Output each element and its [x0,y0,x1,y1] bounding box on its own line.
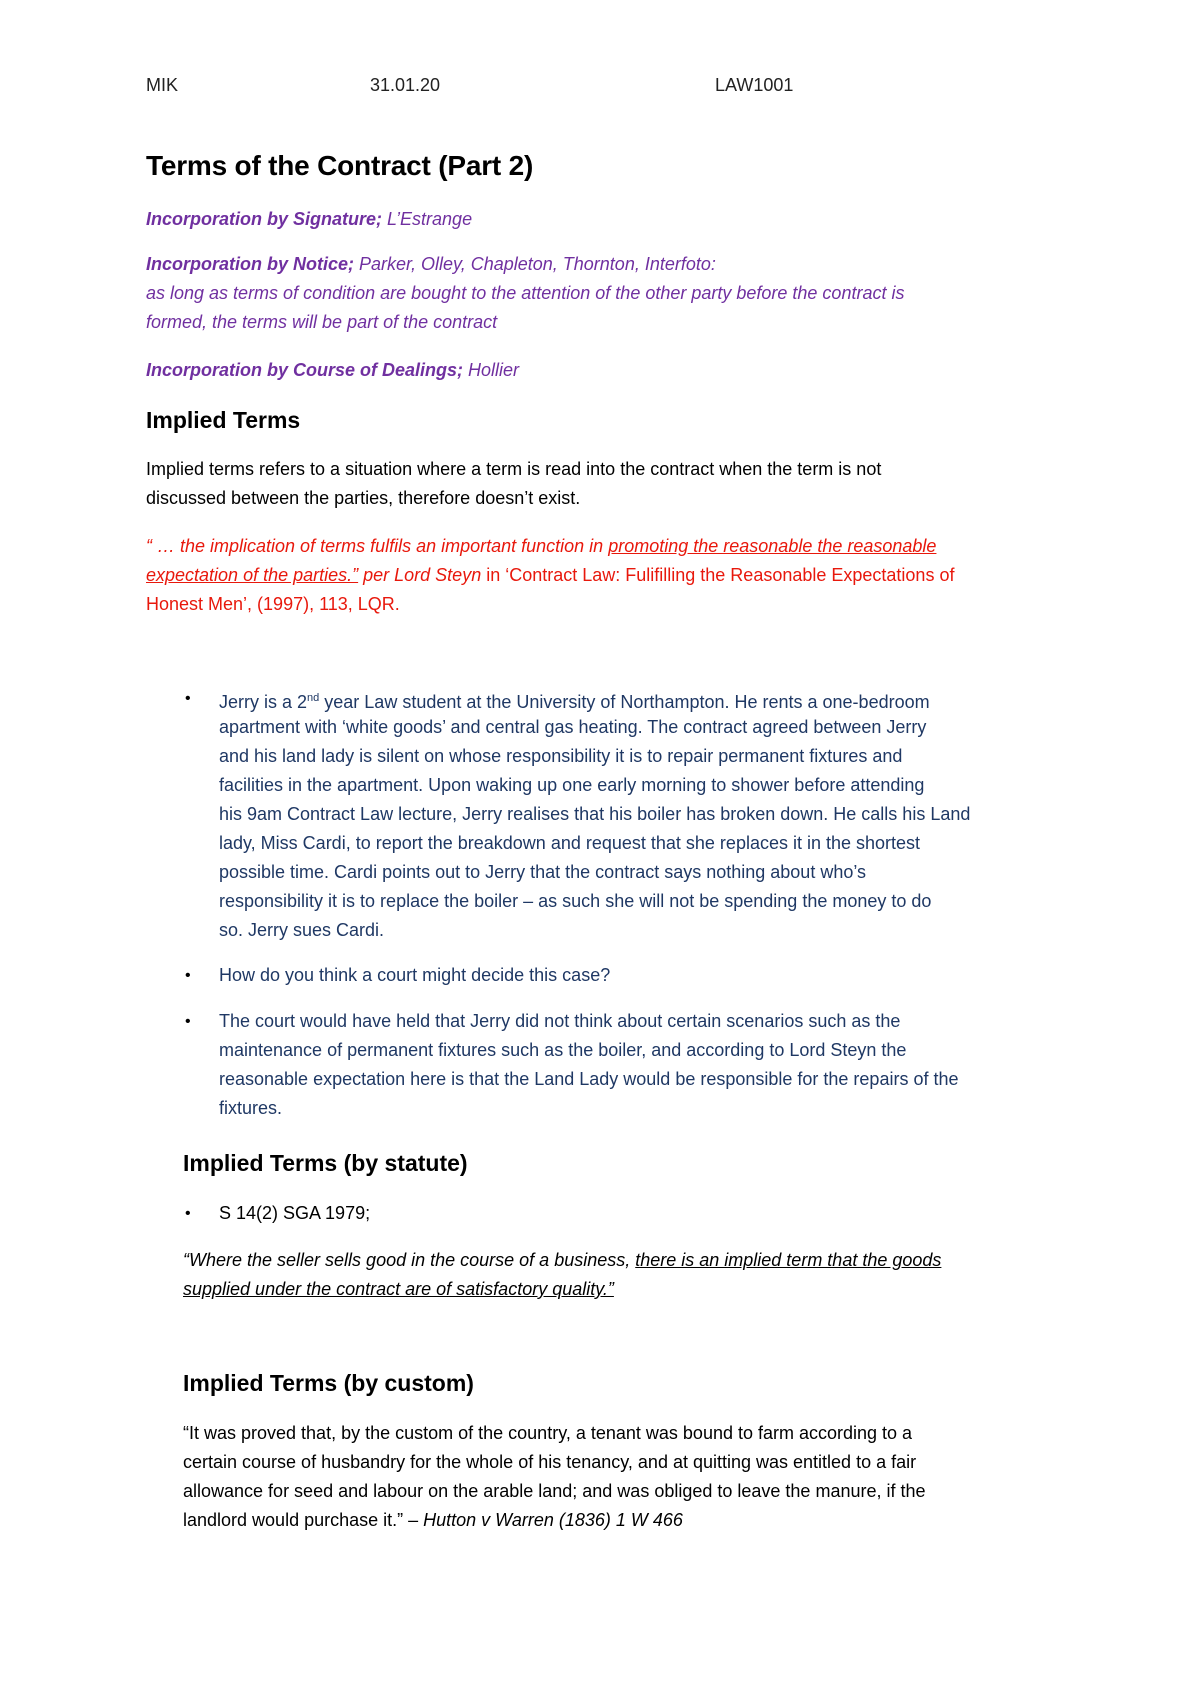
notice-explanation-line-2: formed, the terms will be part of the contract [146,312,498,332]
incorporation-dealings [146,360,519,381]
answer-line-4: fixtures. [219,1098,283,1118]
bullet-marker-2: • [185,967,191,984]
signature-cases: L’Estrange [382,209,473,229]
scenario-line-7: possible time. Cardi points out to Jerry that the contract says nothing about who’s [219,862,867,882]
signature-label: Incorporation by Signature; [146,209,383,229]
answer-line-2: maintenance of permanent fixtures such as the boiler, and according to Lord Steyn the [219,1040,907,1060]
ordinal-suffix: nd [307,692,320,704]
answer-line-3: reasonable expectation here is that the Land Lady would be responsible for the repairs of the [219,1069,959,1089]
custom-quote-line-1: “It was proved that, by the custom of the country, a tenant was bound to farm according to a [183,1423,913,1443]
bullet-marker-4: • [185,1205,191,1222]
statute-quote-line-1 [183,1246,941,1275]
custom-quote-end: landlord would purchase it.” – [183,1510,424,1530]
statute-quote-text: “Where the seller sells good in the course of a business, [183,1250,636,1270]
scenario-line-2: apartment with ‘white goods’ and central gas heating. The contract agreed between Jerry [219,717,927,737]
steyn-quote-line-3: Honest Men’, (1997), 113, LQR. [146,594,400,614]
scenario-line-4: facilities in the apartment. Upon waking up one early morning to shower before attending [219,775,925,795]
statute-heading: Implied Terms (by statute) [183,1150,468,1176]
scenario-line-6: lady, Miss Cardi, to report the breakdown and request that she replaces it in the shortest [219,833,921,853]
bullet-marker-1: • [185,690,191,707]
header-author: MIK [146,75,179,95]
scenario-line-3: and his land lady is silent on whose responsibility it is to repair permanent fixtures and [219,746,903,766]
scenario-text: Jerry is a 2 [219,692,308,712]
question-line: How do you think a court might decide this case? [219,965,611,985]
statute-quote-underlined: there is an implied term that the goods [635,1250,942,1270]
incorporation-signature [146,209,472,230]
custom-quote-line-2: certain course of husbandry for the whole of his tenancy, and at quitting was entitled to a fair [183,1452,917,1472]
implied-terms-definition-line-1: Implied terms refers to a situation where a term is read into the contract when the term is not [146,459,882,479]
custom-heading: Implied Terms (by custom) [183,1370,474,1396]
custom-case-citation: Hutton v Warren (1836) 1 W 466 [423,1510,683,1530]
custom-quote-line-3: allowance for seed and labour on the arable land; and was obliged to leave the manure, if the [183,1481,926,1501]
statute-quote-line-2: supplied under the contract are of satisfactory quality.” [183,1279,614,1299]
custom-quote-line-4 [183,1506,683,1535]
notice-explanation-line-1: as long as terms of condition are bought to the attention of the other party before the contract is [146,283,905,303]
scenario-line-5: his 9am Contract Law lecture, Jerry realises that his boiler has broken down. He calls his Land [219,804,971,824]
steyn-attribution: per Lord Steyn [358,565,482,585]
dealings-cases: Hollier [463,360,520,380]
steyn-quote-line-2 [146,561,954,590]
steyn-quote-underlined: promoting the reasonable the reasonable [608,536,937,556]
scenario-text-cont: year Law student at the University of Northampton. He rents a one-bedroom [319,692,930,712]
header-module-code: LAW1001 [715,75,794,95]
implied-terms-definition-line-2: discussed between the parties, therefore doesn’t exist. [146,488,581,508]
steyn-source: in ‘Contract Law: Fulifilling the Reasonable Expectations of [481,565,955,585]
steyn-quote-line-1 [146,532,936,561]
header-date: 31.01.20 [370,75,441,95]
bullet-marker-3: • [185,1013,191,1030]
scenario-line-9: so. Jerry sues Cardi. [219,920,385,940]
steyn-quote-text: “ … the implication of terms fulfils an important function in [146,536,609,556]
notice-label: Incorporation by Notice; [146,254,355,274]
document-title: Terms of the Contract (Part 2) [146,150,534,181]
steyn-quote-underlined-end: expectation of the parties.” [146,565,359,585]
answer-line-1: The court would have held that Jerry did not think about certain scenarios such as the [219,1011,901,1031]
statute-reference: S 14(2) SGA 1979; [219,1203,371,1223]
implied-terms-heading: Implied Terms [146,407,301,433]
incorporation-notice [146,254,716,275]
notice-cases: Parker, Olley, Chapleton, Thornton, Interfoto: [354,254,716,274]
dealings-label: Incorporation by Course of Dealings; [146,360,464,380]
scenario-line-8: responsibility it is to replace the boiler – as such she will not be spending the money to do [219,891,932,911]
